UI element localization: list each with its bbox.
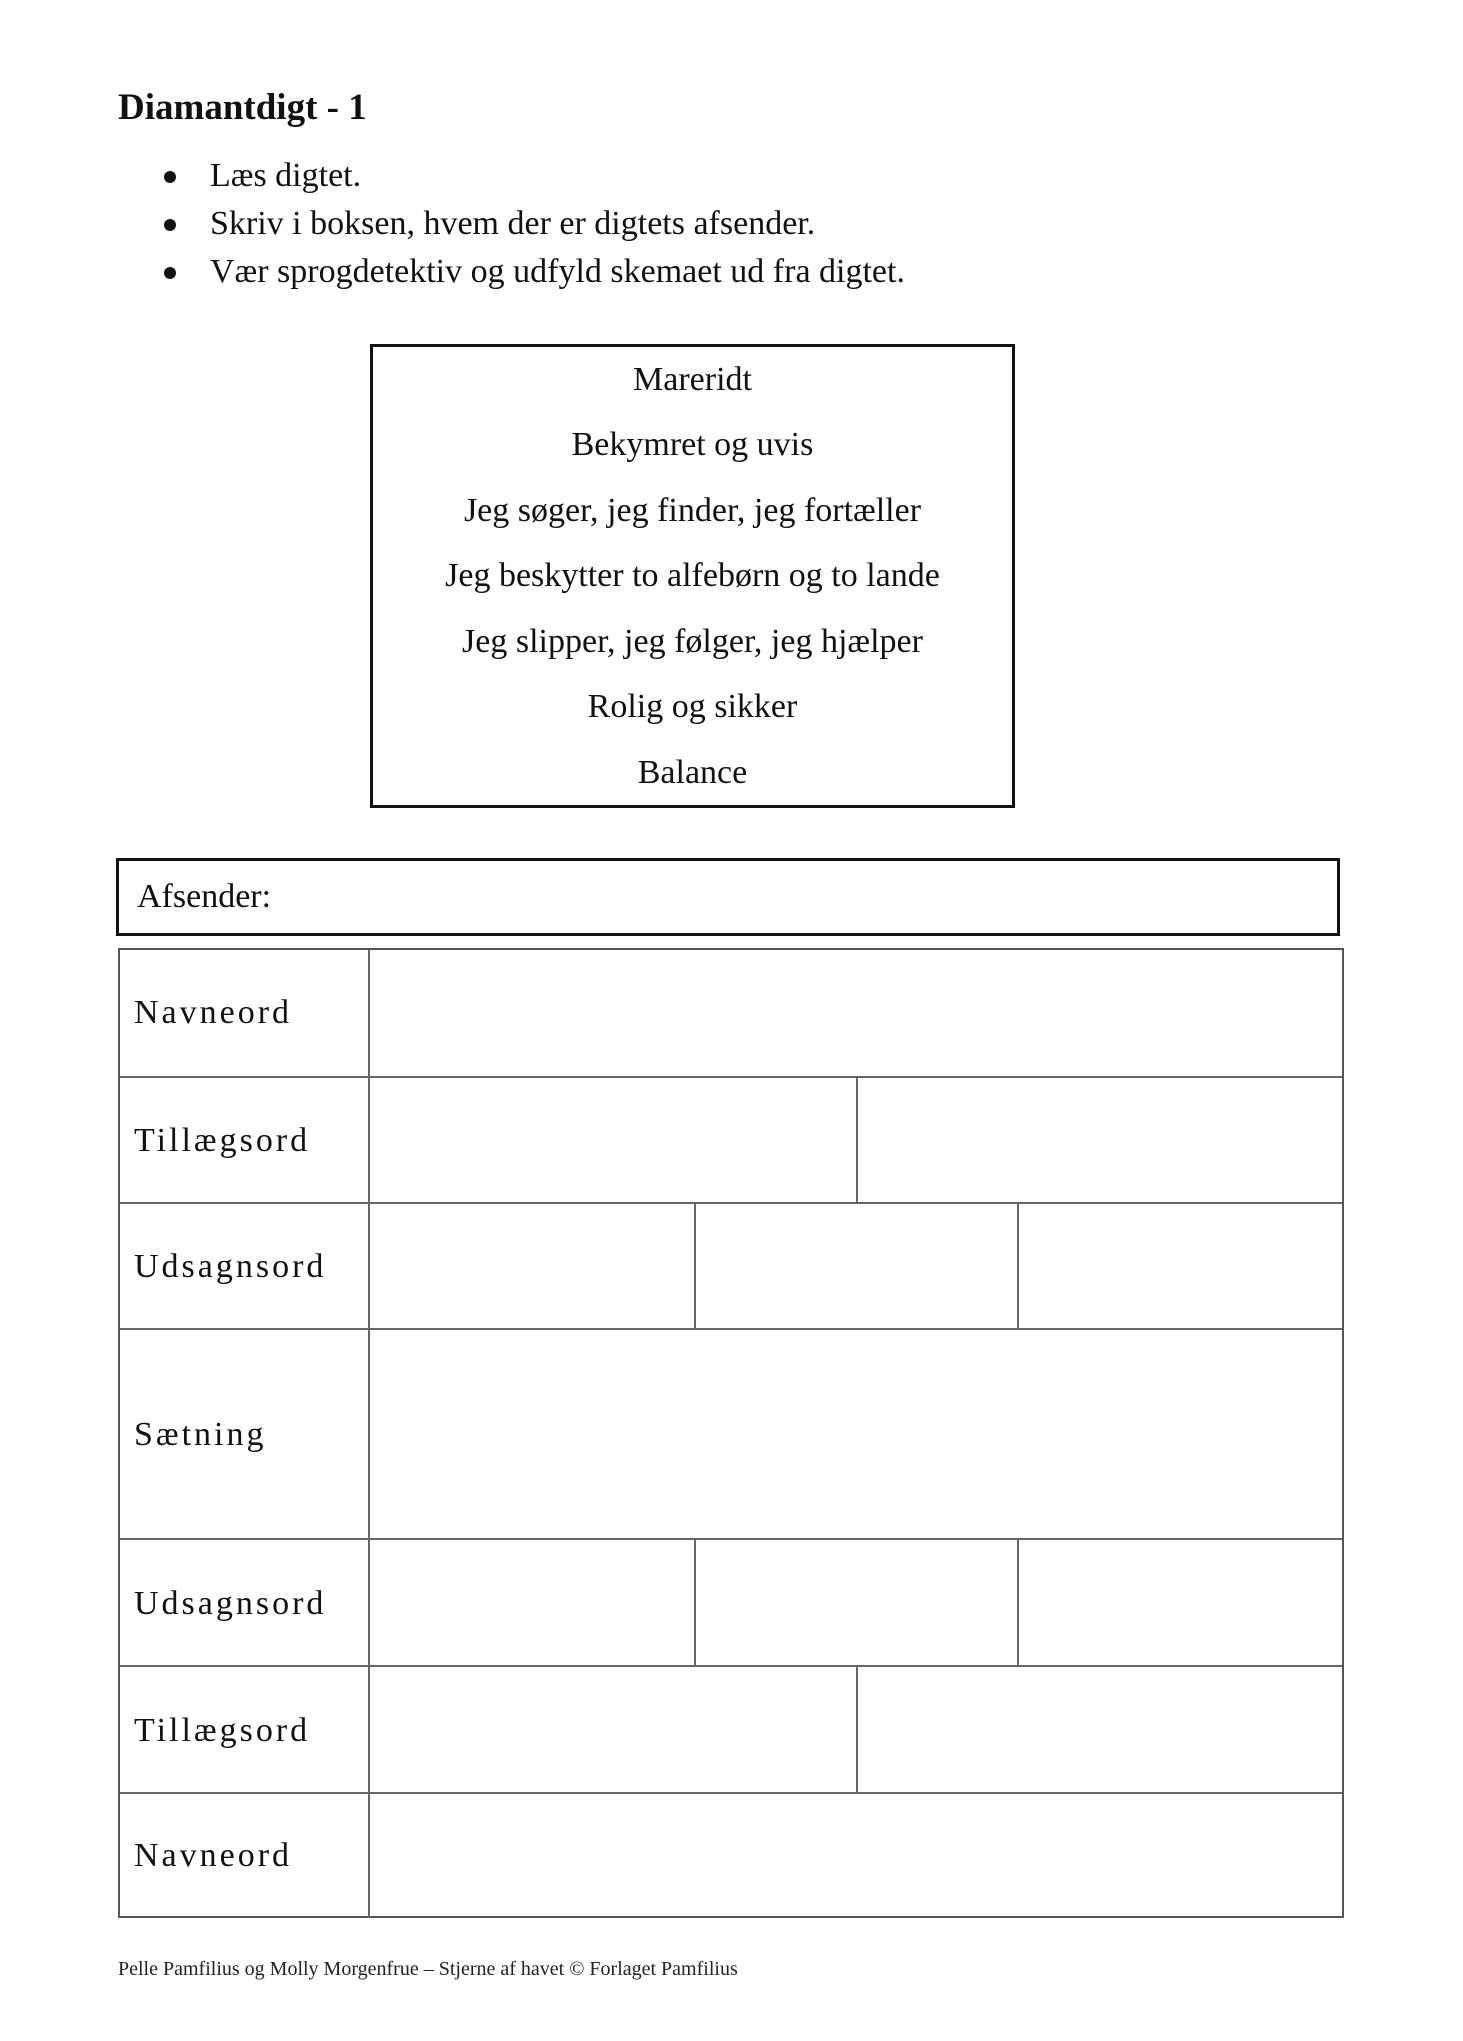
table-row [120,1328,1342,1540]
poem-line: Bekymret og uvis [571,426,814,464]
table-row [120,1538,1342,1667]
poem-line: Mareridt [633,360,752,398]
footer-credit: Pelle Pamfilius og Molly Morgenfrue – Stjerne af havet © Forlaget Pamfilius [118,1958,738,1980]
answer-cell[interactable] [370,1794,1342,1918]
answer-cell[interactable] [370,1330,1342,1540]
instruction-list [160,152,905,296]
table-row [120,1665,1342,1794]
bullet-icon [164,171,176,183]
answer-cell[interactable] [856,1667,1342,1794]
poem-line: Jeg slipper, jeg følger, jeg hjælper [462,622,923,660]
answer-cell[interactable] [856,1078,1342,1204]
word-class-table [118,948,1344,1918]
poem-line: Jeg beskytter to alfebørn og to lande [445,557,940,595]
row-label: Tillægsord [120,1667,370,1794]
instruction-item [160,248,905,296]
row-label: Udsagnsord [120,1204,370,1330]
answer-cell[interactable] [370,1540,694,1667]
instruction-text: Vær sprogdetektiv og udfyld skemaet ud fra digtet. [210,253,905,290]
row-label: Udsagnsord [120,1540,370,1667]
row-label: Navneord [120,950,370,1076]
poem-line: Jeg søger, jeg finder, jeg fortæller [463,491,922,529]
row-label: Tillægsord [120,1078,370,1204]
answer-cell[interactable] [694,1204,1019,1330]
instruction-item [160,152,905,200]
answer-cell[interactable] [694,1540,1019,1667]
answer-cell[interactable] [370,1078,856,1204]
answer-cell[interactable] [1017,1540,1342,1667]
table-row [120,950,1342,1076]
bullet-icon [164,267,176,279]
poem-line: Balance [637,753,748,791]
sender-field[interactable] [116,858,1340,936]
bullet-icon [164,219,176,231]
instruction-text: Skriv i boksen, hvem der er digtets afsender. [210,205,816,242]
answer-cell[interactable] [370,1667,856,1794]
row-label: Navneord [120,1794,370,1918]
row-label: Sætning [120,1330,370,1540]
instruction-text: Læs digtet. [210,157,362,194]
table-row [120,1076,1342,1204]
poem-box [370,344,1015,808]
poem-line: Rolig og sikker [587,688,798,726]
page-title: Diamantdigt - 1 [118,87,367,128]
table-row [120,1792,1342,1918]
sender-label: Afsender: [137,878,272,915]
instruction-item [160,200,905,248]
answer-cell[interactable] [370,1204,694,1330]
table-row [120,1202,1342,1330]
answer-cell[interactable] [370,950,1342,1076]
answer-cell[interactable] [1017,1204,1342,1330]
